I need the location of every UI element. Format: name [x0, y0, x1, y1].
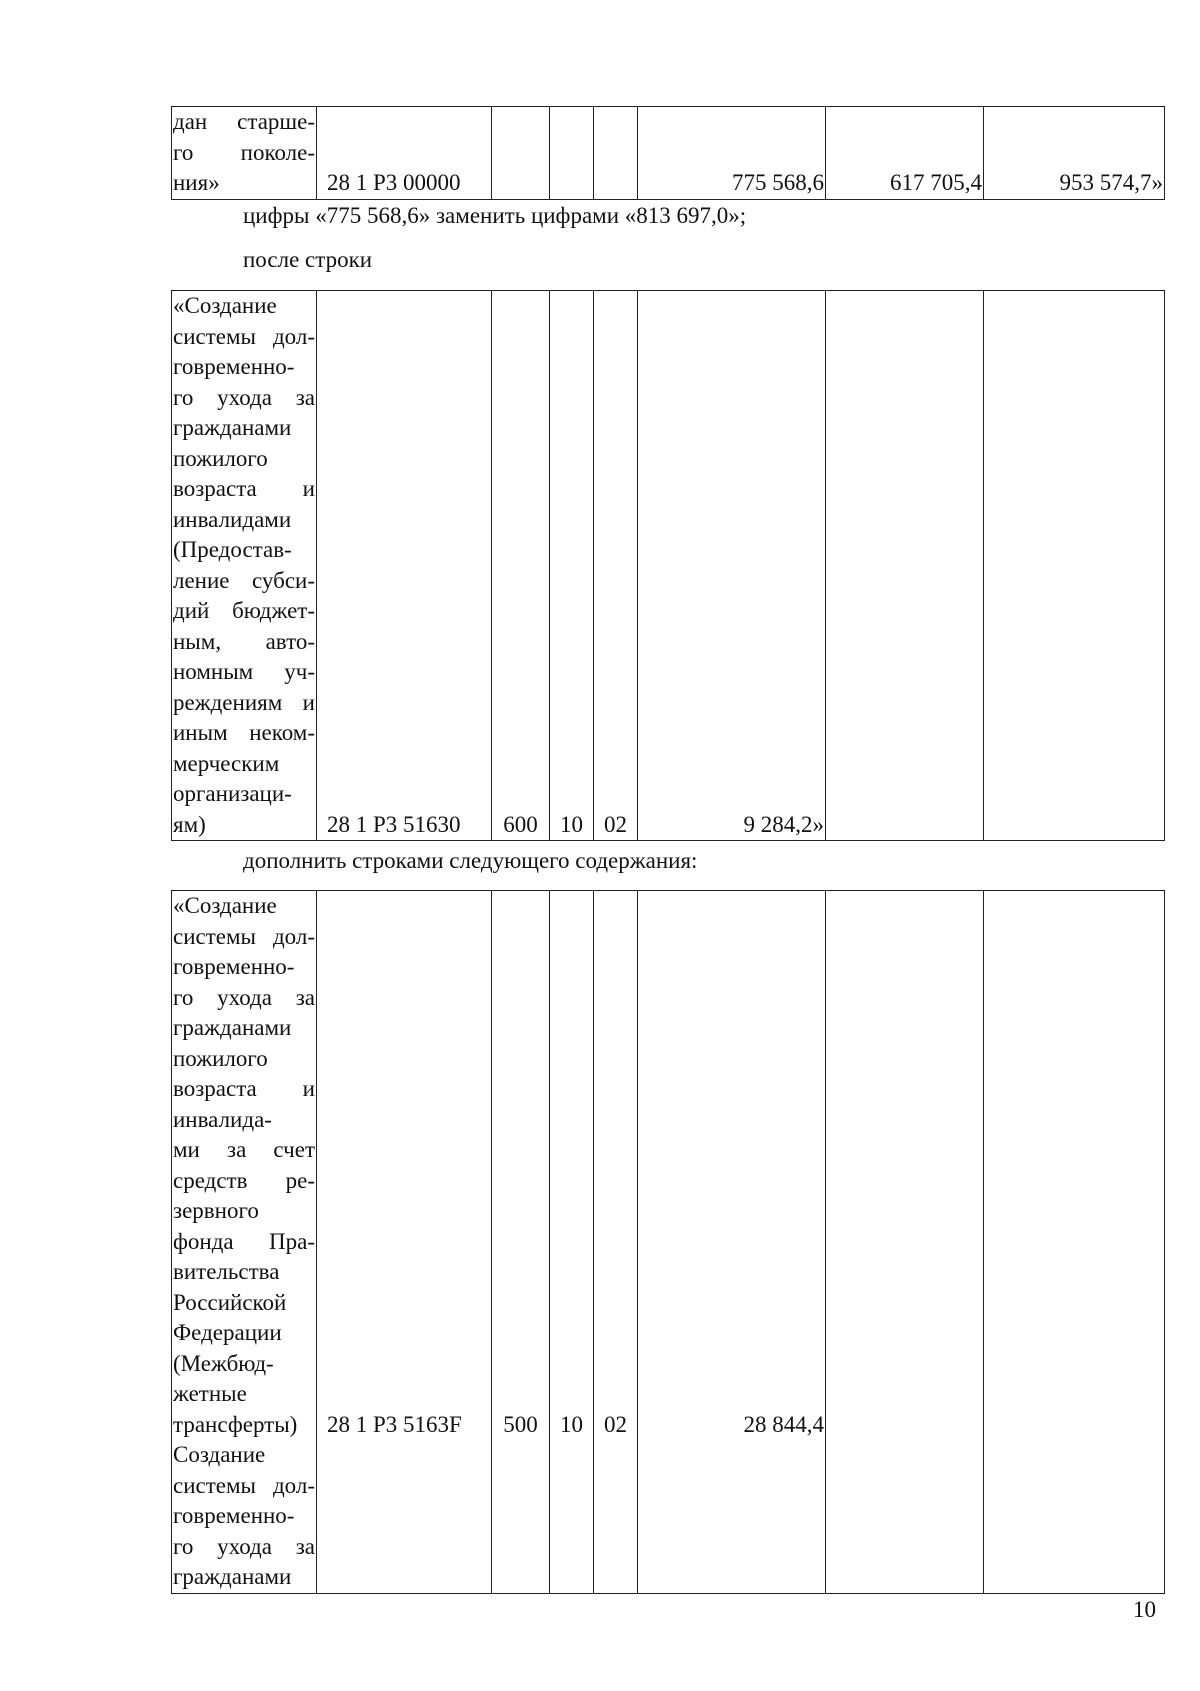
- name-line: пожилого: [173, 445, 268, 471]
- section-code: 10: [550, 291, 594, 841]
- name-line: го ухода за: [173, 984, 315, 1010]
- name-line: (Межбюд-: [173, 1350, 274, 1376]
- name-line: жетные: [173, 1381, 247, 1406]
- name-line: пожилого: [173, 1045, 268, 1071]
- table-row: [172, 891, 1165, 1594]
- name-line: зервного: [173, 1198, 259, 1223]
- name-line: системы дол-: [173, 323, 315, 349]
- name-line: Федерации: [173, 1320, 282, 1345]
- amount-year-2: [826, 291, 984, 841]
- name-line: гражданами: [173, 1564, 292, 1589]
- name-line: дан старше-: [173, 109, 315, 134]
- section-code: 10: [550, 891, 594, 1594]
- name-line: иным неком-: [173, 720, 315, 745]
- name-line: ям): [173, 811, 206, 837]
- target-article-code: 28 1 Р3 00000: [317, 107, 492, 200]
- name-line: говременно-: [173, 954, 295, 979]
- expense-type-code: 600: [492, 291, 550, 841]
- name-line: дий бюджет-: [173, 598, 315, 623]
- row-name-cell: [172, 291, 317, 841]
- name-line: ми за счет: [173, 1137, 315, 1162]
- name-line: Создание: [173, 1442, 266, 1467]
- subsection-code: [594, 107, 638, 200]
- name-line: говременно-: [173, 354, 295, 379]
- after-row-text: после строки: [243, 247, 373, 272]
- subsection-code: 02: [594, 891, 638, 1594]
- name-line: «Создание: [173, 893, 277, 918]
- table-row: [172, 107, 1165, 200]
- name-line: номным уч-: [173, 659, 315, 684]
- amount-year-2: 617 705,4: [826, 107, 984, 200]
- name-line: (Предостав-: [173, 537, 292, 562]
- name-line: го ухода за: [173, 384, 315, 410]
- name-line: ление субси-: [173, 567, 315, 593]
- name-line: ным, авто-: [173, 628, 315, 654]
- name-line: средств ре-: [173, 1167, 315, 1193]
- row-name-cell: [172, 891, 317, 1594]
- amount-year-3: 953 574,7»: [984, 107, 1165, 200]
- amount-year-3: [984, 291, 1165, 841]
- budget-table-fragment-3: [171, 890, 1165, 1594]
- target-article-code: 28 1 Р3 5163F: [317, 891, 492, 1594]
- name-line: системы дол-: [173, 923, 315, 949]
- amount-year-2: [826, 891, 984, 1594]
- name-line: фонда Пра-: [173, 1228, 315, 1254]
- section-code: [550, 107, 594, 200]
- insert-rows-text: дополнить строками следующего содержания:: [243, 848, 698, 873]
- name-line: трансферты): [173, 1411, 298, 1437]
- amount-year-3: [984, 891, 1165, 1594]
- amount-year-1: 9 284,2»: [638, 291, 826, 841]
- budget-table-fragment-1: [171, 106, 1165, 200]
- name-line: го поколе-: [173, 139, 315, 165]
- name-line: реждениям и: [173, 689, 315, 715]
- name-line: Российской: [173, 1289, 287, 1315]
- amendment-text: цифры «775 568,6» заменить цифрами «813 697,0»;: [243, 203, 747, 228]
- name-line: инвалида-: [173, 1106, 272, 1132]
- name-line: возраста и: [173, 1076, 315, 1101]
- table-row: [172, 291, 1165, 841]
- subsection-code: 02: [594, 291, 638, 841]
- expense-type-code: [492, 107, 550, 200]
- name-line: гражданами: [173, 415, 292, 440]
- amount-year-1: 28 844,4: [638, 891, 826, 1594]
- name-line: мерческим: [173, 750, 280, 776]
- amount-year-1: 775 568,6: [638, 107, 826, 200]
- expense-type-code: 500: [492, 891, 550, 1594]
- name-line: «Создание: [173, 293, 277, 318]
- name-line: возраста и: [173, 476, 315, 501]
- name-line: системы дол-: [173, 1472, 315, 1498]
- budget-table-fragment-2: [171, 290, 1165, 841]
- name-line: инвалидами: [173, 506, 292, 532]
- name-line: ния»: [173, 170, 220, 195]
- name-line: гражданами: [173, 1015, 292, 1040]
- page-number: 10: [1133, 1597, 1156, 1622]
- name-line: вительства: [173, 1259, 280, 1284]
- name-line: организаци-: [173, 781, 292, 806]
- target-article-code: 28 1 Р3 51630: [317, 291, 492, 841]
- row-name-cell: [172, 107, 317, 200]
- name-line: говременно-: [173, 1503, 295, 1528]
- name-line: го ухода за: [173, 1533, 315, 1559]
